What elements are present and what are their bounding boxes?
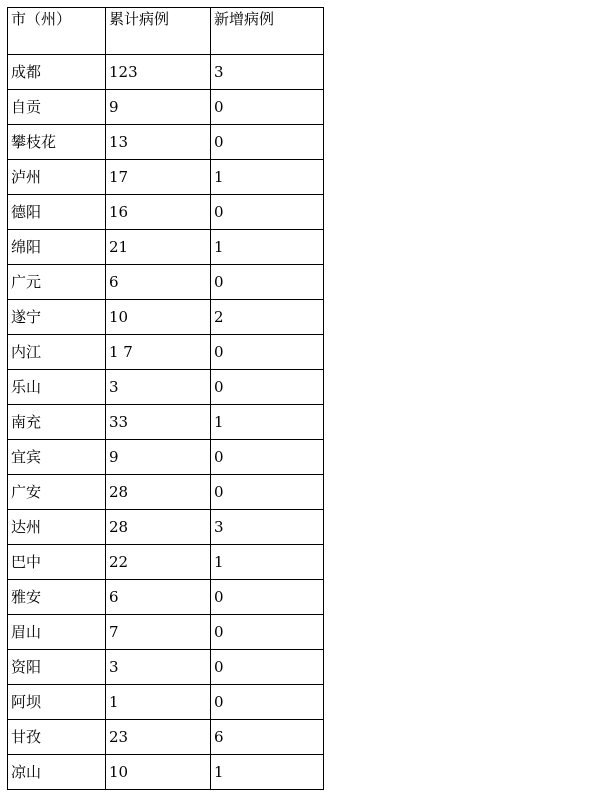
table-header-row: [8, 8, 324, 55]
cell-total-cases: 28: [106, 475, 211, 510]
cell-total-cases: 7: [106, 615, 211, 650]
cell-city: 广安: [8, 475, 106, 510]
cell-total-cases: 123: [106, 55, 211, 90]
cell-total-cases: 3: [106, 650, 211, 685]
cell-total-cases: 13: [106, 125, 211, 160]
cell-new-cases: 2: [211, 300, 324, 335]
cell-city: 阿坝: [8, 685, 106, 720]
table-row: [8, 545, 324, 580]
table-row: [8, 195, 324, 230]
cell-city: 德阳: [8, 195, 106, 230]
table-row: [8, 615, 324, 650]
cell-city: 攀枝花: [8, 125, 106, 160]
table-row: [8, 650, 324, 685]
cell-city: 乐山: [8, 370, 106, 405]
cell-new-cases: 0: [211, 440, 324, 475]
table-row: [8, 405, 324, 440]
cell-total-cases: 6: [106, 580, 211, 615]
cell-total-cases: 9: [106, 90, 211, 125]
table-row: [8, 685, 324, 720]
cell-new-cases: 0: [211, 195, 324, 230]
cell-new-cases: 1: [211, 160, 324, 195]
cell-city: 眉山: [8, 615, 106, 650]
cell-new-cases: 1: [211, 230, 324, 265]
header-new-cases: 新增病例: [211, 8, 324, 55]
table-row: [8, 440, 324, 475]
cell-city: 自贡: [8, 90, 106, 125]
header-city: 市（州）: [8, 8, 106, 55]
cell-total-cases: 16: [106, 195, 211, 230]
header-total-cases: 累计病例: [106, 8, 211, 55]
table-row: [8, 720, 324, 755]
cell-new-cases: 1: [211, 755, 324, 790]
table-row: [8, 55, 324, 90]
table-row: [8, 160, 324, 195]
cell-new-cases: 0: [211, 370, 324, 405]
cell-city: 资阳: [8, 650, 106, 685]
cell-total-cases: 1: [106, 685, 211, 720]
cell-city: 甘孜: [8, 720, 106, 755]
table-row: [8, 265, 324, 300]
cell-new-cases: 0: [211, 580, 324, 615]
cell-new-cases: 0: [211, 335, 324, 370]
cell-new-cases: 6: [211, 720, 324, 755]
table-row: [8, 475, 324, 510]
table-row: [8, 755, 324, 790]
cell-city: 宜宾: [8, 440, 106, 475]
cell-new-cases: 0: [211, 125, 324, 160]
table-row: [8, 510, 324, 545]
cell-total-cases: 28: [106, 510, 211, 545]
cell-new-cases: 0: [211, 90, 324, 125]
cell-city: 巴中: [8, 545, 106, 580]
cell-total-cases: 17: [106, 160, 211, 195]
table-row: [8, 370, 324, 405]
cell-total-cases: 23: [106, 720, 211, 755]
cell-city: 泸州: [8, 160, 106, 195]
cell-total-cases: 10: [106, 300, 211, 335]
cell-new-cases: 1: [211, 545, 324, 580]
case-table: [7, 7, 324, 790]
cell-total-cases: 3: [106, 370, 211, 405]
cell-total-cases: 33: [106, 405, 211, 440]
cell-new-cases: 0: [211, 650, 324, 685]
table-row: [8, 580, 324, 615]
cell-city: 内江: [8, 335, 106, 370]
cell-total-cases: 6: [106, 265, 211, 300]
cell-city: 凉山: [8, 755, 106, 790]
table-row: [8, 300, 324, 335]
cell-city: 绵阳: [8, 230, 106, 265]
table-row: [8, 125, 324, 160]
table-row: [8, 230, 324, 265]
cell-total-cases: 21: [106, 230, 211, 265]
cell-new-cases: 3: [211, 55, 324, 90]
cell-city: 成都: [8, 55, 106, 90]
cell-total-cases: 1 7: [106, 335, 211, 370]
cell-city: 达州: [8, 510, 106, 545]
cell-total-cases: 9: [106, 440, 211, 475]
cell-city: 广元: [8, 265, 106, 300]
table-row: [8, 90, 324, 125]
cell-city: 南充: [8, 405, 106, 440]
cell-total-cases: 22: [106, 545, 211, 580]
cell-new-cases: 1: [211, 405, 324, 440]
cell-city: 遂宁: [8, 300, 106, 335]
cell-total-cases: 10: [106, 755, 211, 790]
cell-new-cases: 3: [211, 510, 324, 545]
cell-new-cases: 0: [211, 685, 324, 720]
cell-new-cases: 0: [211, 265, 324, 300]
cell-city: 雅安: [8, 580, 106, 615]
table-body: [8, 8, 324, 790]
cell-new-cases: 0: [211, 475, 324, 510]
cell-new-cases: 0: [211, 615, 324, 650]
table-row: [8, 335, 324, 370]
